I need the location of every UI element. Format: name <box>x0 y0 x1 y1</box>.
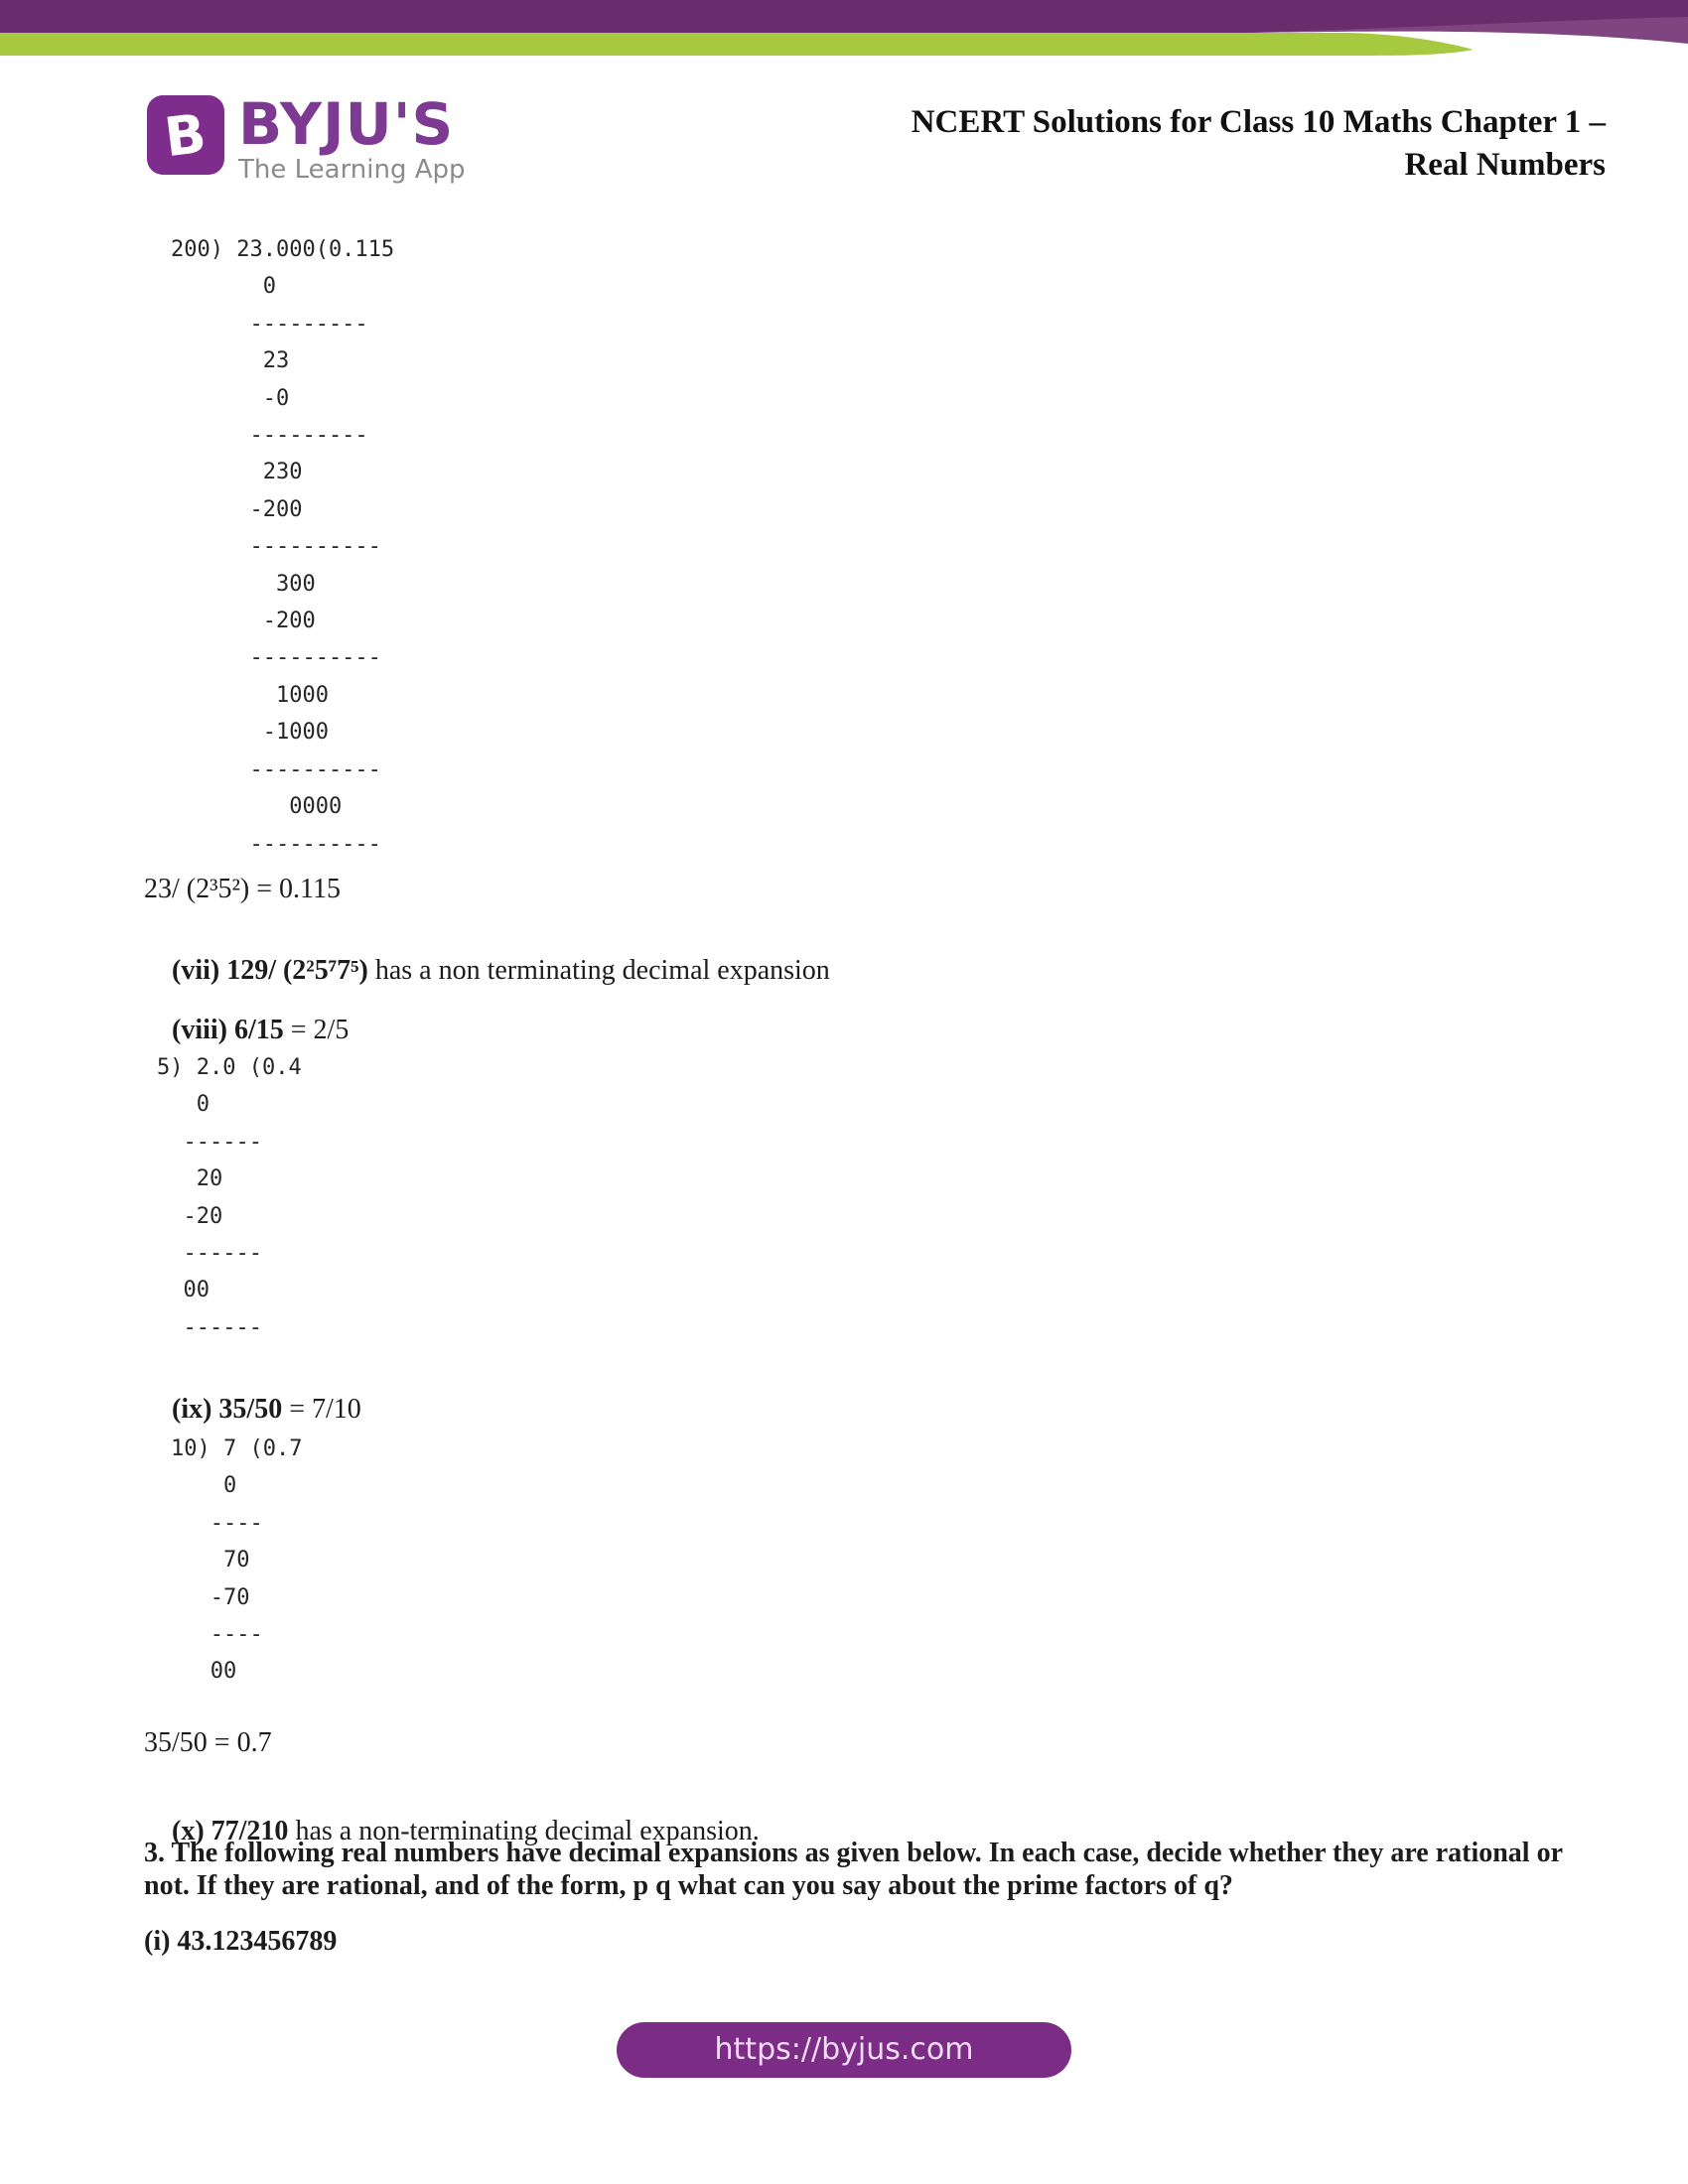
division-line: 1000 <box>171 682 329 708</box>
division-line: ---------- <box>171 756 381 782</box>
division-line: 300 <box>171 571 316 597</box>
division-line: 0 <box>171 274 276 300</box>
division-line: ---- <box>171 1622 263 1648</box>
statement-viii-fraction: (viii) 6/15 <box>172 1015 284 1045</box>
division-line: 5) 2.0 (0.4 <box>157 1055 302 1080</box>
division-line: ---------- <box>171 534 381 560</box>
result-23-over-2-3-5-2: 23/ (2³5²) = 0.115 <box>144 874 341 904</box>
banner-green-band <box>0 33 1474 56</box>
division-line: 23 <box>171 348 290 374</box>
byjus-b-icon <box>147 95 224 175</box>
division-line: -0 <box>171 385 290 411</box>
statement-vii-fraction: (vii) 129/ (2²5⁷7⁵) <box>172 955 368 986</box>
statement-ix-text: = 7/10 <box>282 1394 361 1425</box>
division-line: ------ <box>157 1241 262 1267</box>
division-line: -200 <box>171 609 316 634</box>
byjus-logo-text <box>238 90 466 185</box>
division-line: -200 <box>171 496 303 522</box>
result-35-over-50: 35/50 = 0.7 <box>144 1727 272 1758</box>
division-line: -1000 <box>171 720 329 746</box>
statement-vii-text: has a non terminating decimal expansion <box>367 955 830 986</box>
division-line: --------- <box>171 311 368 337</box>
division-line: 20 <box>157 1166 223 1192</box>
footer-url[interactable]: https://byjus.com <box>714 2032 974 2067</box>
statement-x-text: has a non-terminating decimal expansion. <box>288 1816 760 1846</box>
long-division-7-by-10 <box>171 1431 302 1691</box>
byjus-logo-name: BYJU'S <box>238 90 455 158</box>
division-line: 00 <box>157 1278 210 1303</box>
page-title-line1: NCERT Solutions for Class 10 Maths Chapter 1 – <box>911 104 1606 140</box>
statement-x-fraction: (x) 77/210 <box>172 1816 289 1846</box>
item-i-value: (i) 43.123456789 <box>144 1926 338 1957</box>
division-line: ------ <box>157 1314 262 1340</box>
division-line: --------- <box>171 423 368 449</box>
division-line: ---- <box>171 1510 263 1536</box>
statement-viii-text: = 2/5 <box>283 1015 350 1045</box>
division-line: 70 <box>171 1548 250 1573</box>
division-line: 230 <box>171 460 303 485</box>
division-line: 0000 <box>171 794 343 820</box>
question-3: 3. The following real numbers have decimal expansions as given below. In each case, decide whether they are rational or not. If they are rational, and of the form, p q what can you say about the prime factors of q? <box>144 1838 1563 1901</box>
division-line: 10) 7 (0.7 <box>171 1436 303 1461</box>
division-line: ---------- <box>171 645 381 671</box>
long-division-2-by-5 <box>157 1049 302 1346</box>
byjus-logo <box>147 90 466 185</box>
division-line: 200) 23.000(0.115 <box>171 237 395 262</box>
page-title <box>912 101 1606 187</box>
byjus-b-letter: B <box>161 101 211 169</box>
statement-ix-fraction: (ix) 35/50 <box>172 1394 283 1425</box>
long-division-23-by-200 <box>171 231 394 863</box>
division-line: 0 <box>157 1092 210 1118</box>
division-line: 0 <box>171 1473 237 1499</box>
division-line: -70 <box>171 1584 250 1610</box>
division-line: -20 <box>157 1203 223 1229</box>
footer-url-pill[interactable] <box>617 2022 1071 2078</box>
page-title-line2: Real Numbers <box>1404 147 1606 183</box>
division-line: ---------- <box>171 831 381 857</box>
division-line: 00 <box>171 1659 237 1685</box>
byjus-logo-tagline: The Learning App <box>238 155 466 185</box>
division-line: ------ <box>157 1129 262 1155</box>
